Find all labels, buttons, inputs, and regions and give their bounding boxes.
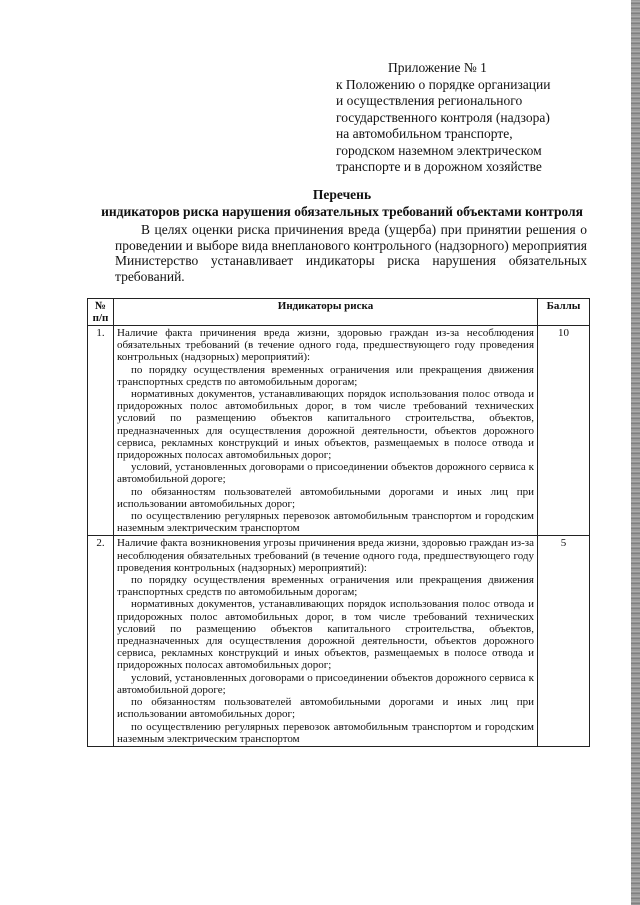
indicator-subitem: по осуществлению регулярных перевозок автомобильным транспортом и городским наземным электрическим транспортом (117, 510, 534, 535)
intro-paragraph: В целях оценки риска причинения вреда (ущерба) при принятии решения о проведении и выборе вида внепланового контрольного (надзорного) мероприятия Министерство устанавливает индикаторы риска нарушения обязательных требований. (115, 222, 587, 284)
appendix-line: государственного контроля (надзора) (336, 109, 550, 125)
appendix-line: на автомобильном транспорте, (336, 126, 513, 141)
header-score: Баллы (538, 299, 590, 326)
row-indicator-text (114, 326, 538, 536)
indicator-subitem: условий, установленных договорами о присоединении объектов дорожного сервиса к автомобильной дороге; (117, 461, 534, 486)
table-row (88, 326, 590, 536)
row-indicator-text (114, 536, 538, 746)
appendix-line: городском наземном электрическом (336, 142, 542, 158)
indicator-lead: Наличие факта причинения вреда жизни, здоровью граждан из-за несоблюдения обязательных требований (в течение одного года, предшествующего году проведения контрольных (надзорных) мероприятий): (117, 327, 534, 364)
title-line-2: индикаторов риска нарушения обязательных требований объектами контроля (101, 204, 583, 219)
indicator-subitem: условий, установленных договорами о присоединении объектов дорожного сервиса к автомобильной дороге; (117, 671, 534, 696)
appendix-line: транспорте и в дорожном хозяйстве (336, 159, 542, 174)
risk-indicators-table (87, 298, 590, 747)
indicator-subitem: нормативных документов, устанавливающих порядок использования полос отвода и придорожных полос автомобильных дорог, в том числе требований технических условий по размещению объектов капитального строительства, объектов, предназначенных для осуществления дорожной деятельности, объектов дорожного сервиса, рекламных конструкций и иных объектов, размещаемых в полосе отвода и придорожных полосах автомобильных дорог; (117, 388, 534, 462)
header-num: № п/п (88, 299, 114, 326)
row-number: 1. (88, 326, 114, 536)
indicator-subitem: по осуществлению регулярных перевозок автомобильным транспортом и городским наземным электрическим транспортом (117, 720, 534, 745)
row-score: 10 (538, 326, 590, 536)
title-line-1: Перечень (312, 187, 372, 202)
appendix-block (336, 60, 596, 176)
indicator-subitem: по порядку осуществления временных ограничения или прекращения движения транспортных средств по автомобильным дорогам; (117, 363, 534, 388)
header-indicator: Индикаторы риска (114, 299, 538, 326)
row-number: 2. (88, 536, 114, 746)
row-score: 5 (538, 536, 590, 746)
indicator-subitem: по обязанностям пользователей автомобильными дорогами и иных лиц при использовании автомобильных дорог; (117, 485, 534, 510)
indicator-subitem: по порядку осуществления временных ограничения или прекращения движения транспортных средств по автомобильным дорогам; (117, 574, 534, 599)
indicator-subitem: по обязанностям пользователей автомобильными дорогами и иных лиц при использовании автомобильных дорог; (117, 696, 534, 721)
scan-edge-shadow (631, 0, 640, 905)
table-header-row (88, 299, 590, 326)
appendix-line: и осуществления регионального (336, 93, 523, 108)
table-row (88, 536, 590, 746)
appendix-title: Приложение № 1 (388, 60, 487, 75)
document-title (82, 186, 602, 220)
indicator-lead: Наличие факта возникновения угрозы причинения вреда жизни, здоровью граждан из-за несоблюдения обязательных требований (в течение одного года, предшествующего году проведения контрольных (надзорных) мероприятий): (117, 537, 534, 574)
indicator-subitem: нормативных документов, устанавливающих порядок использования полос отвода и придорожных полос автомобильных дорог, в том числе требований технических условий по размещению объектов капитального строительства, объектов, предназначенных для осуществления дорожной деятельности, объектов дорожного сервиса, рекламных конструкций и иных объектов, размещаемых в полосе отвода и придорожных полосах автомобильных дорог; (117, 598, 534, 672)
appendix-line: к Положению о порядке организации (336, 76, 551, 92)
